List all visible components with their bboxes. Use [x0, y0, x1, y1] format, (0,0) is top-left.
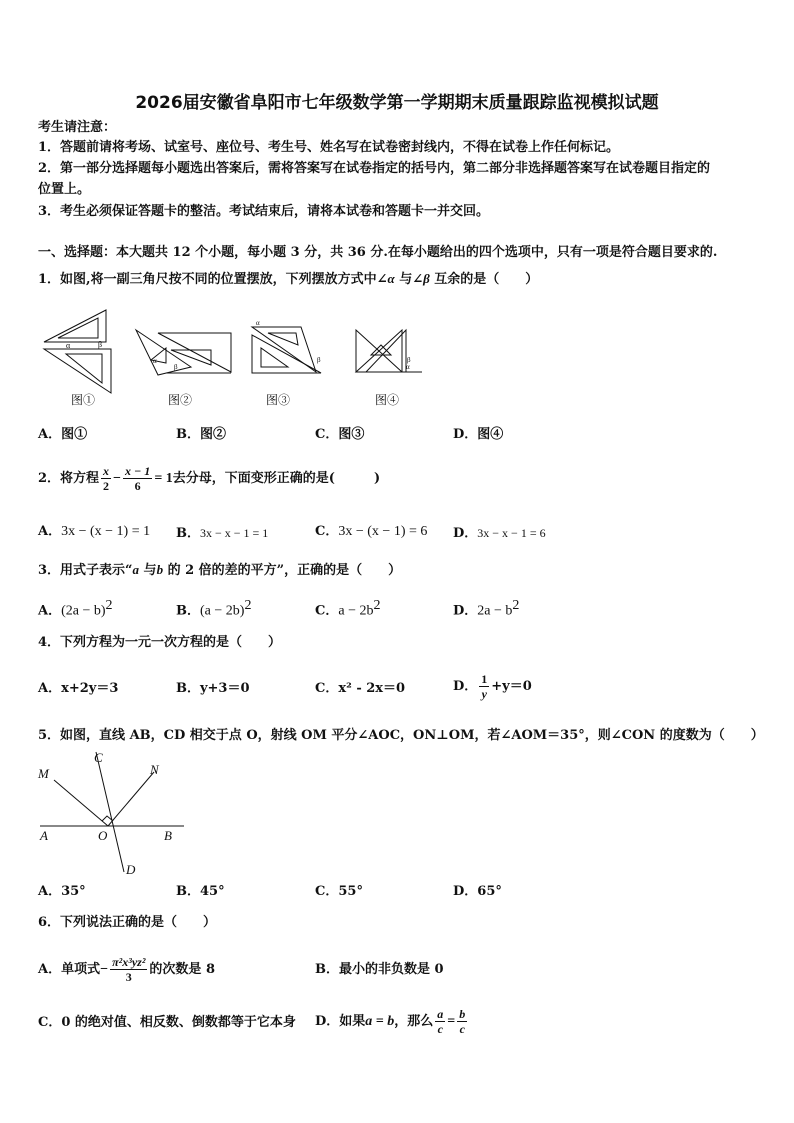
q6-d-f1n: a: [437, 1007, 444, 1021]
q3-stem-text: 3．用式子表示“: [38, 563, 133, 578]
svg-text:β: β: [174, 363, 178, 371]
q4-option-c[interactable]: C．x² - 2x＝0: [315, 681, 406, 696]
q5-label-a: A: [40, 828, 48, 843]
q2-option-b[interactable]: [176, 524, 268, 543]
q2-option-b-label: B．: [176, 526, 200, 541]
q6-d-mid: ，那么: [394, 1014, 434, 1029]
q1-figure-2: [136, 330, 231, 375]
q3-stem: [38, 561, 401, 580]
q5-label-n: N: [150, 762, 159, 777]
notice-item-1: 1．答题前请将考场、试室号、座位号、考生号、姓名写在试卷密封线内，不得在试卷上作任何标记。: [38, 140, 620, 155]
q3-option-c-math: a − 2b: [338, 603, 374, 619]
q5-figure: [36, 748, 196, 880]
q6-d-f1d: c: [437, 1022, 443, 1036]
q2-option-a-label: A．: [38, 524, 62, 539]
q2-stem-text-2: 去分母，下面变形正确的是( ): [172, 471, 381, 486]
q3-option-d-sup: 2: [512, 598, 520, 613]
q6-d-fraction-2: [457, 1007, 467, 1036]
q1-fig-label-4: 图④: [375, 393, 400, 407]
q5-label-o: O: [98, 828, 108, 843]
q6-a-den: 3: [125, 970, 132, 984]
svg-text:α: α: [406, 363, 410, 371]
q5-option-d[interactable]: D．65°: [453, 884, 502, 899]
q2-option-d[interactable]: [453, 524, 546, 543]
q5-option-c[interactable]: C．55°: [315, 884, 363, 899]
q6-option-d[interactable]: D．如果a = b，那么 $\frac{a}{c}$ = $\frac{b}{c}$: [315, 1007, 466, 1036]
q3-option-b-math: (a − 2b): [200, 603, 245, 619]
q1-figure-4: [356, 330, 422, 372]
q5-label-b: B: [164, 828, 172, 843]
section-heading: 一、选择题：本大题共 12 个小题，每小题 3 分，共 36 分.在每小题给出的四个选项中，只有一项是符合题目要求的.: [38, 245, 718, 260]
q5-ray-om: [54, 780, 108, 826]
q2-f1-den: 2: [103, 479, 110, 493]
q3-option-c-sup: 2: [373, 598, 381, 613]
q5-option-a[interactable]: A．35°: [38, 884, 86, 899]
q1-option-b[interactable]: B．图②: [176, 427, 226, 442]
q2-stem: [38, 463, 380, 495]
q6-a-num: π²x³yz²: [112, 955, 146, 969]
q4-d-num: 1: [481, 672, 488, 686]
q3-option-a-sup: 2: [105, 598, 113, 613]
q4-option-d-label: D．: [453, 679, 478, 694]
q3-option-b-sup: 2: [244, 598, 252, 613]
q1-stem-text-3: 互余的是（ ）: [429, 272, 539, 287]
q6-d-eq: a = b: [365, 1014, 395, 1029]
q4-stem: 4．下列方程为一元一次方程的是（ ）: [38, 635, 282, 650]
q3-stem-text-3: 的 2 倍的差的平方”，正确的是（ ）: [163, 563, 402, 578]
q6-d-fraction-1: [435, 1007, 445, 1036]
q1-figure-3: [252, 319, 321, 373]
q4-d-den: y: [481, 687, 487, 701]
q3-option-b-label: B．: [176, 603, 200, 619]
q1-option-d[interactable]: D．图④: [453, 427, 504, 442]
q6-option-a-label: A．单项式: [38, 962, 101, 977]
q2-option-d-label: D．: [453, 526, 478, 541]
svg-text:β: β: [407, 356, 411, 364]
q6-option-c[interactable]: C．0 的绝对值、相反数、倒数都等于它本身: [38, 1015, 296, 1030]
svg-text:α: α: [153, 357, 157, 365]
q1-figure-1: [44, 310, 111, 393]
q1-stem-text: 1．如图,将一副三角尺按不同的位置摆放，下列摆放方式中∠: [38, 272, 388, 287]
q5-label-d: D: [126, 862, 136, 877]
q2-f2-num: x − 1: [125, 464, 151, 478]
notice-item-2-cont: 位置上。: [38, 182, 91, 197]
q3-option-c[interactable]: [315, 597, 380, 620]
q2-option-a[interactable]: [38, 523, 150, 541]
page-title: 2026届安徽省阜阳市七年级数学第一学期期末质量跟踪监视模拟试题: [135, 93, 659, 113]
q3-option-b[interactable]: [176, 597, 251, 620]
q1-fig-label-1: 图①: [71, 393, 96, 407]
q6-option-d-label: D．如果: [315, 1014, 366, 1029]
q1-beta: β: [423, 271, 430, 286]
q1-fig-label-2: 图②: [168, 393, 193, 407]
q2-fraction-1: [101, 464, 111, 493]
q3-option-d-math: 2a − b: [477, 603, 513, 619]
q3-option-a-label: A．: [38, 603, 62, 619]
svg-text:α: α: [66, 341, 71, 350]
q2-option-d-math: 3x − x − 1 = 6: [477, 526, 546, 540]
q5-label-m: M: [38, 766, 49, 781]
svg-text:β: β: [98, 340, 103, 349]
svg-text:β: β: [317, 356, 321, 364]
q2-fraction-2: [123, 464, 152, 493]
q5-label-c: C: [94, 750, 103, 765]
q2-minus: −: [113, 471, 122, 486]
q6-option-b[interactable]: B．最小的非负数是 0: [315, 962, 444, 977]
q2-option-a-math: 3x − (x − 1) = 1: [61, 524, 151, 539]
q6-d-f2d: c: [459, 1022, 465, 1036]
q3-var-a: a: [132, 562, 140, 577]
q6-d-f2n: b: [459, 1007, 466, 1021]
q2-f1-num: x: [103, 464, 110, 478]
q3-option-c-label: C．: [315, 603, 339, 619]
q3-option-a[interactable]: [38, 597, 113, 620]
q2-option-c-math: 3x − (x − 1) = 6: [338, 524, 428, 539]
notice-item-3: 3．考生必须保证答题卡的整洁。考试结束后，请将本试卷和答题卡一并交回。: [38, 204, 490, 219]
q1-option-c[interactable]: C．图③: [315, 427, 365, 442]
q2-option-c-label: C．: [315, 524, 339, 539]
notice-heading: 考生请注意：: [38, 120, 117, 135]
q1-stem: [38, 270, 538, 289]
q5-stem: 5．如图，直线 AB，CD 相交于点 O，射线 OM 平分∠AOC，ON⊥OM，若∠AOM＝35°，则∠CON 的度数为（ ）: [38, 728, 764, 743]
q6-option-a-post: 的次数是 8: [149, 962, 215, 977]
notice-item-2: 2．第一部分选择题每小题选出答案后，需将答案写在试卷指定的括号内，第二部分非选择题答案写在试卷题目指定的: [38, 161, 711, 176]
q4-option-b[interactable]: B．y+3＝0: [176, 681, 250, 696]
q4-option-d[interactable]: [453, 667, 532, 707]
q1-fig-label-3: 图③: [266, 393, 291, 407]
q6-option-a-fraction: [110, 955, 147, 984]
q1-option-a[interactable]: A．图①: [38, 427, 88, 442]
q2-eq: = 1: [154, 471, 173, 486]
q6-option-a[interactable]: A．单项式− $\frac{\text{π²x³yz²}}{3}$ 的次数是 8: [38, 955, 215, 984]
svg-text:α: α: [256, 319, 260, 327]
q3-var-b: b: [156, 562, 164, 577]
q6-stem: 6．下列说法正确的是（ ）: [38, 915, 217, 930]
q3-option-a-math: (2a − b): [61, 603, 106, 619]
q4-d-tail: +y＝0: [491, 679, 532, 694]
q2-option-c[interactable]: [315, 523, 427, 541]
q3-option-d[interactable]: [453, 597, 519, 620]
q4-option-a[interactable]: A．x+2y＝3: [38, 681, 119, 696]
q1-alpha: α: [387, 271, 395, 286]
q5-ray-on: [108, 772, 154, 826]
q2-stem-text: 2．将方程: [38, 471, 100, 486]
q4-option-d-fraction: [479, 672, 489, 701]
q1-stem-text-2: 与∠: [394, 272, 424, 287]
q2-option-b-math: 3x − x − 1 = 1: [200, 526, 269, 540]
q5-option-b[interactable]: B．45°: [176, 884, 225, 899]
q3-stem-text-2: 与: [139, 563, 157, 578]
q2-f2-den: 6: [134, 479, 141, 493]
q3-option-d-label: D．: [453, 603, 478, 619]
